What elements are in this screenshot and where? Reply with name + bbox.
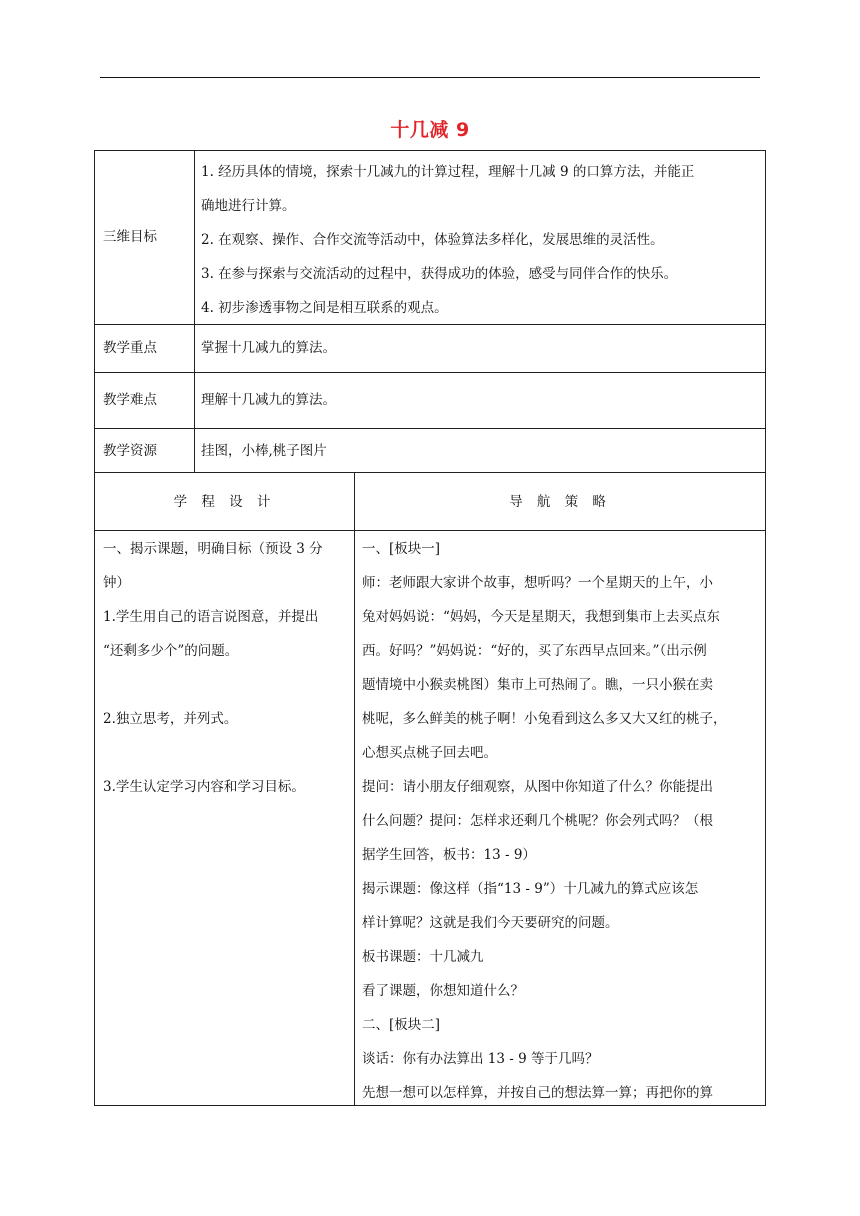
objective-line: 3. 在参与探索与交流活动的过程中，获得成功的体验，感受与同伴合作的快乐。 xyxy=(201,266,678,282)
right-line: 看了课题，你想知道什么？ xyxy=(362,983,524,999)
left-line: “还剩多少个”的问题。 xyxy=(103,643,239,659)
difficulty-text: 理解十几减九的算法。 xyxy=(201,392,336,408)
design-left-content xyxy=(103,532,351,804)
row-label-resources: 教学资源 xyxy=(103,443,157,459)
design-right-header: 导 航 策 略 xyxy=(509,494,611,510)
right-line: 心想买点桃子回去吧。 xyxy=(362,745,497,761)
objective-line: 4. 初步渗透事物之间是相互联系的观点。 xyxy=(201,300,448,316)
objective-line: 2. 在观察、操作、合作交流等活动中，体验算法多样化，发展思维的灵活性。 xyxy=(201,232,664,248)
right-line: 据学生回答，板书：13 - 9） xyxy=(362,847,536,863)
left-line: 钟） xyxy=(103,575,130,591)
key-point-text: 掌握十几减九的算法。 xyxy=(201,340,336,356)
page-title: 十几减 9 xyxy=(390,119,470,141)
right-line: 二、[板块二] xyxy=(362,1017,441,1033)
objectives-content xyxy=(201,155,763,325)
right-line: 什么问题？提问：怎样求还剩几个桃呢？你会列式吗？（根 xyxy=(362,813,713,829)
left-line: 一、揭示课题，明确目标（预设 3 分 xyxy=(103,541,323,557)
right-line: 兔对妈妈说：“妈妈，今天是星期天，我想到集市上去买点东 xyxy=(362,609,720,625)
right-line: 谈话：你有办法算出 13 - 9 等于几吗？ xyxy=(362,1051,599,1067)
left-line: 3.学生认定学习内容和学习目标。 xyxy=(103,779,305,795)
right-line: 一、[板块一] xyxy=(362,541,441,557)
row-label-objectives: 三维目标 xyxy=(103,229,157,245)
right-line: 师：老师跟大家讲个故事，想听吗？一个星期天的上午，小 xyxy=(362,575,713,591)
left-spacer xyxy=(103,736,351,770)
right-line: 西。好吗？”妈妈说：“好的，买了东西早点回来。”（出示例 xyxy=(362,643,707,659)
row-label-difficulty: 教学难点 xyxy=(103,392,157,408)
right-line: 提问：请小朋友仔细观察，从图中你知道了什么？你能提出 xyxy=(362,779,713,795)
right-line: 桃呢，多么鲜美的桃子啊！小兔看到这么多又大又红的桃子， xyxy=(362,711,727,727)
design-right-content xyxy=(362,532,763,1110)
left-line: 2.独立思考，并列式。 xyxy=(103,711,238,727)
resources-text: 挂图，小棒,桃子图片 xyxy=(201,443,327,459)
right-line: 题情境中小猴卖桃图）集市上可热闹了。瞧，一只小猴在卖 xyxy=(362,677,713,693)
objective-line: 确地进行计算。 xyxy=(201,198,296,214)
objective-line: 1. 经历具体的情境，探索十几减九的计算过程，理解十几减 9 的口算方法，并能正 xyxy=(201,164,695,180)
row-label-key-point: 教学重点 xyxy=(103,340,157,356)
right-line: 板书课题：十几减九 xyxy=(362,949,484,965)
right-line: 揭示课题：像这样（指“13 - 9”）十几减九的算式应该怎 xyxy=(362,881,699,897)
left-line: 1.学生用自己的语言说图意，并提出 xyxy=(103,609,319,625)
left-spacer xyxy=(103,668,351,702)
right-line: 先想一想可以怎样算，并按自己的想法算一算；再把你的算 xyxy=(362,1085,713,1101)
design-left-header: 学 程 设 计 xyxy=(173,494,276,510)
header-rule xyxy=(100,77,760,78)
right-line: 样计算呢？这就是我们今天要研究的问题。 xyxy=(362,915,619,931)
